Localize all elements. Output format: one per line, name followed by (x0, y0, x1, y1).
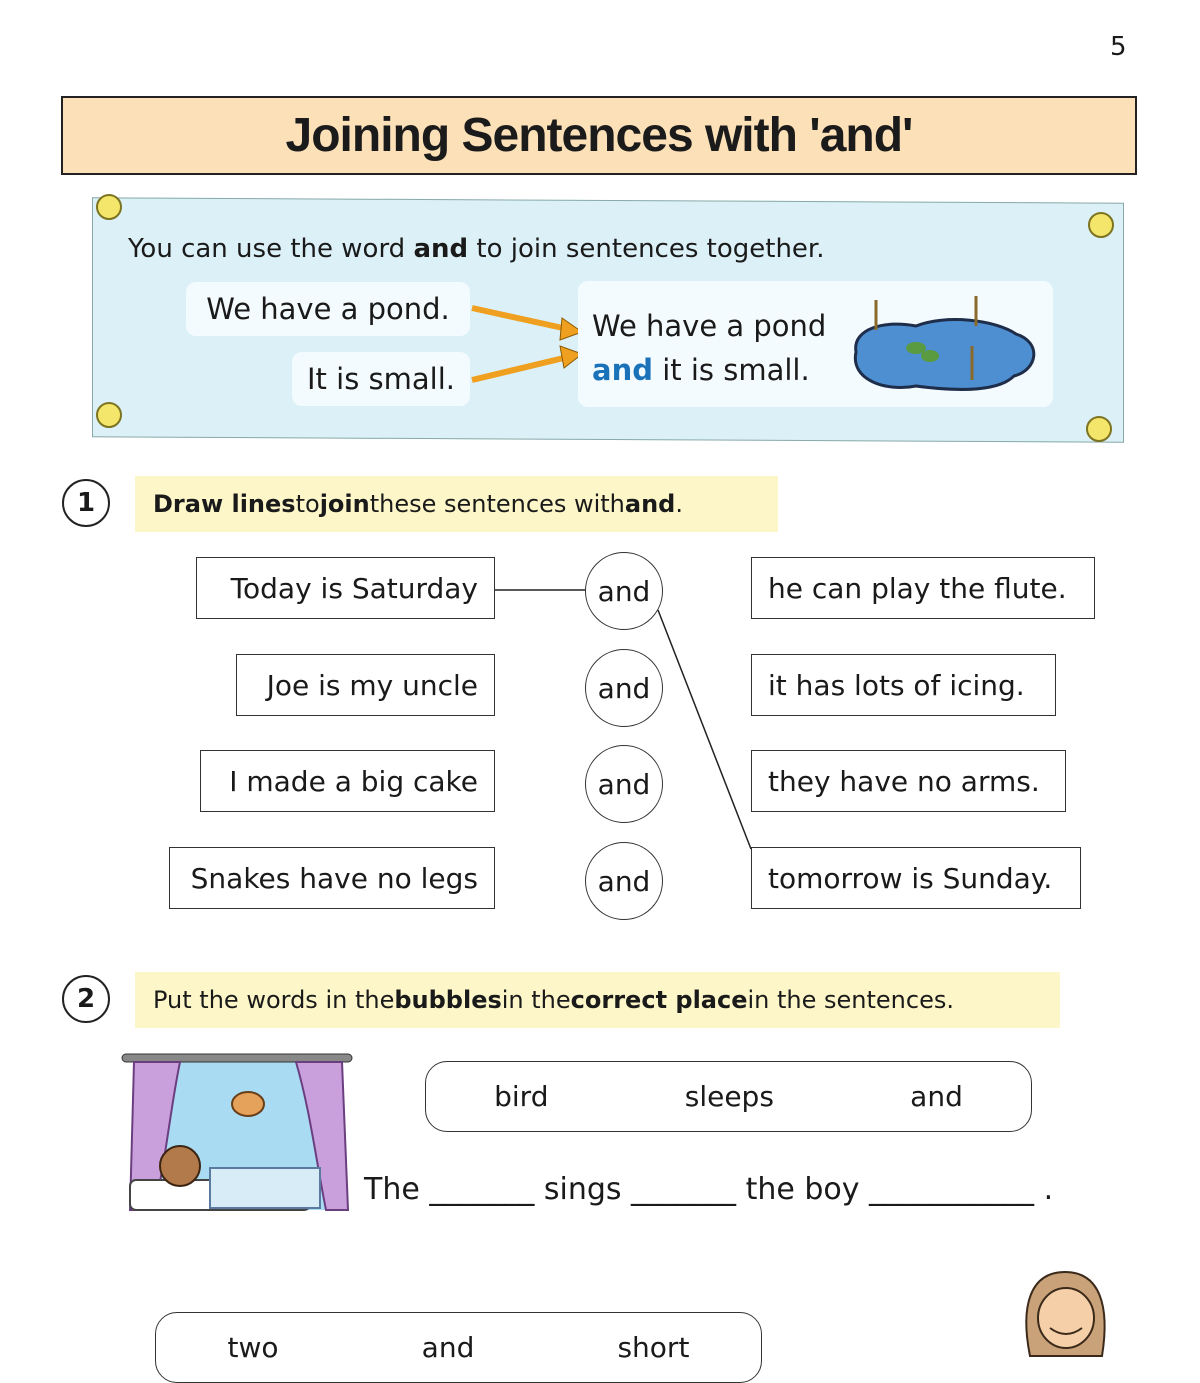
q1-instruction-part: to (295, 490, 320, 518)
bubble-word[interactable]: sleeps (684, 1080, 774, 1113)
pin-icon (1088, 212, 1114, 238)
right-sentence-box[interactable]: they have no arms. (751, 750, 1066, 812)
page-title: Joining Sentences with 'and' (285, 109, 913, 162)
word-bubble-1 (425, 1061, 1032, 1132)
q2-instruction-part: bubbles (394, 986, 502, 1014)
q1-instruction (135, 476, 778, 532)
intro-text: You can use the word (128, 234, 414, 264)
word-bubble-2 (155, 1312, 762, 1383)
example-sentence-b: It is small. (292, 352, 470, 406)
q2-instruction-part: Put the words in the (153, 986, 395, 1014)
left-sentence-box[interactable]: Joe is my uncle (236, 654, 495, 716)
pin-icon (1086, 416, 1112, 442)
q2-instruction-part: in the (501, 986, 571, 1014)
q1-instruction-part: join (319, 490, 370, 518)
arrow-icon (466, 296, 590, 392)
left-sentence-box[interactable]: Snakes have no legs (169, 847, 495, 909)
bubble-word[interactable]: and (910, 1080, 963, 1113)
left-sentence-box[interactable]: I made a big cake (200, 750, 495, 812)
q1-instruction-part: . (675, 490, 683, 518)
page-title-box (61, 96, 1137, 175)
q1-instruction-part: these sentences with (369, 490, 625, 518)
joined-line-1: We have a pond (592, 309, 827, 343)
q2-instruction (135, 972, 1060, 1028)
right-sentence-box[interactable]: he can play the flute. (751, 557, 1095, 619)
and-connector-circle[interactable]: and (585, 649, 663, 727)
and-connector-circle[interactable]: and (585, 842, 663, 920)
pond-icon (846, 290, 1042, 400)
banner-intro (128, 234, 824, 264)
joined-sentence (592, 304, 826, 392)
question-number-1: 1 (62, 479, 110, 527)
bubble-word[interactable]: bird (494, 1080, 549, 1113)
girl-icon (1010, 1266, 1120, 1358)
bubble-word[interactable]: short (617, 1331, 690, 1364)
intro-keyword: and (413, 234, 469, 264)
left-sentence-box[interactable]: Today is Saturday (196, 557, 495, 619)
question-number-2: 2 (62, 975, 110, 1023)
pin-icon (96, 194, 122, 220)
and-connector-circle[interactable]: and (585, 552, 663, 630)
intro-text: to join sentences together. (468, 234, 825, 264)
fill-in-sentence-1[interactable]: The _______ sings _______ the boy ___________ . (364, 1172, 1054, 1207)
right-sentence-box[interactable]: it has lots of icing. (751, 654, 1056, 716)
q2-instruction-part: in the sentences. (747, 986, 954, 1014)
joined-keyword: and (592, 353, 653, 387)
and-connector-circle[interactable]: and (585, 745, 663, 823)
pin-icon (96, 402, 122, 428)
joined-line-2: it is small. (652, 353, 810, 387)
bubble-word[interactable]: two (227, 1331, 279, 1364)
q2-instruction-part: correct place (570, 986, 748, 1014)
example-sentence-a: We have a pond. (186, 282, 470, 336)
sleeping-boy-window-icon (120, 1050, 355, 1218)
q1-instruction-part: and (624, 490, 676, 518)
q1-instruction-part: Draw lines (153, 490, 296, 518)
bubble-word[interactable]: and (421, 1331, 475, 1364)
page-number: 5 (1110, 32, 1127, 62)
right-sentence-box[interactable]: tomorrow is Sunday. (751, 847, 1081, 909)
